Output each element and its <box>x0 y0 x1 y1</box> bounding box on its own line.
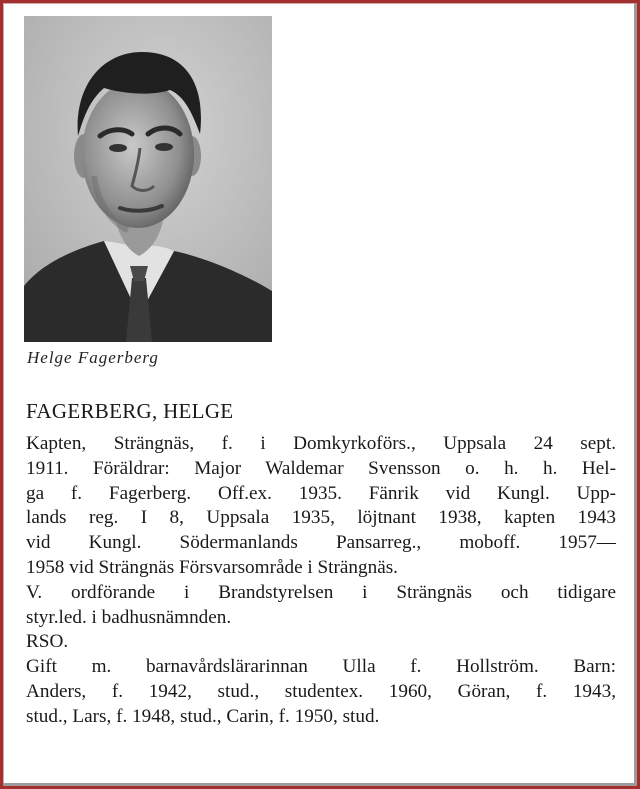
entry-heading: FAGERBERG, HELGE <box>26 399 234 423</box>
text-line: 1958 vid Strängnäs Försvarsområde i Strängnäs. <box>26 556 398 578</box>
text-line: RSO. <box>26 631 69 653</box>
photo-caption: Helge Fagerberg <box>27 348 159 367</box>
text-line: ga f. Fagerberg. Off.ex. 1935. Fänrik vid Kungl. Upp- <box>26 482 616 504</box>
text-line: Kapten, Strängnäs, f. i Domkyrkoförs., Uppsala 24 sept. <box>26 433 616 454</box>
paragraph-offices <box>26 581 616 631</box>
text-line: Gift m. barnavårdslärarinnan Ulla f. Hollström. Barn: <box>26 656 616 678</box>
text-line: styr.led. i badhusnämnden. <box>26 606 232 628</box>
text-line: Anders, f. 1942, stud., studentex. 1960, Göran, f. 1943, <box>26 680 616 702</box>
paragraph-career <box>26 432 616 581</box>
text-line: V. ordförande i Brandstyrelsen i Strängnäs och tidigare <box>26 581 616 603</box>
text-line: vid Kungl. Södermanlands Pansarreg., moboff. 1957— <box>26 532 616 554</box>
portrait-photo <box>24 16 272 342</box>
text-line: 1911. Föräldrar: Major Waldemar Svensson o. h. h. Hel- <box>26 457 616 479</box>
paragraph-honours <box>26 630 616 655</box>
paragraph-family <box>26 655 616 729</box>
text-line: stud., Lars, f. 1948, stud., Carin, f. 1950, stud. <box>26 705 380 727</box>
text-line: lands reg. I 8, Uppsala 1935, löjtnant 1938, kapten 1943 <box>26 507 616 529</box>
biography-entry <box>26 398 616 730</box>
